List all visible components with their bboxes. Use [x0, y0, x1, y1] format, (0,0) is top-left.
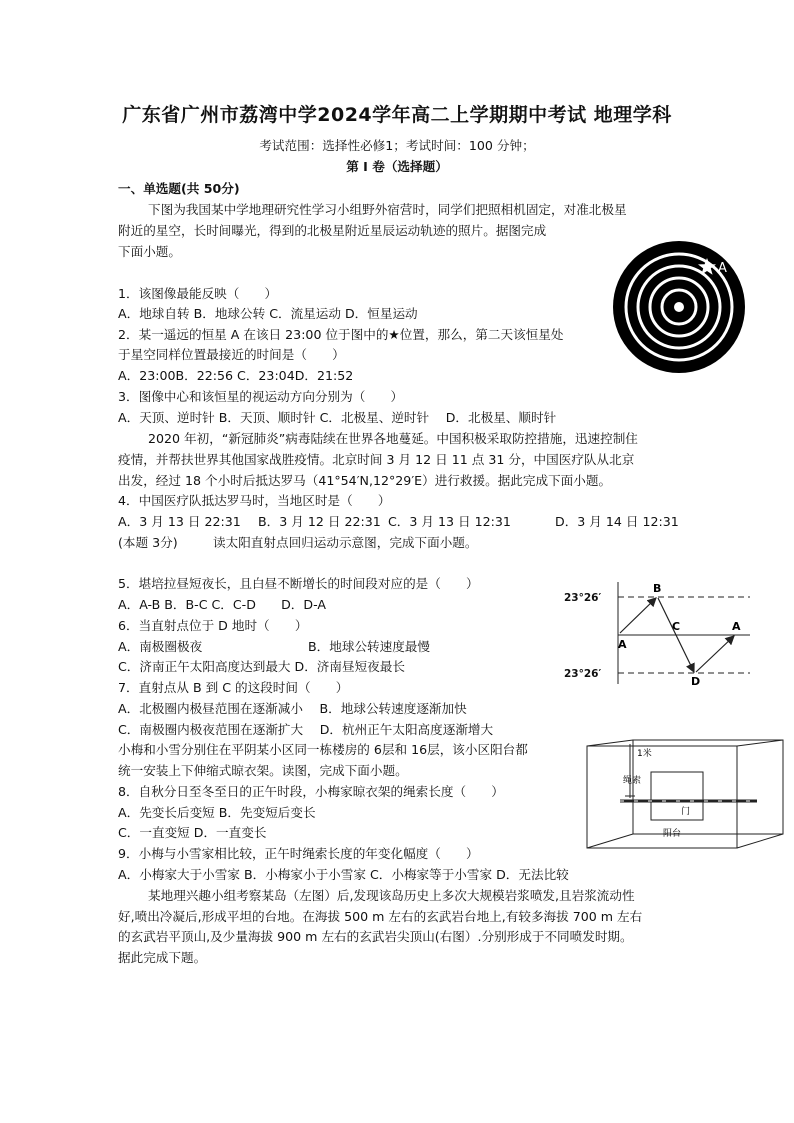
star-trail-figure [612, 240, 746, 374]
q2-options: A．23:00B．22:56 C．23:04D．21:52 [118, 368, 354, 383]
point-a-left: A [618, 638, 627, 651]
q8-options-cd: C．一直变短 D．一直变长 [118, 825, 267, 840]
q8-options-ab: A．先变长后变短 B．先变短后变长 [118, 805, 316, 820]
star-label: A [718, 261, 727, 276]
passage4-line: 好,喷出冷凝后,形成平坦的台地。在海拔 500 m 左右的玄武岩台地上,有较多海拔 700 m 左右 [118, 909, 643, 924]
sun-passage: 读太阳直射点回归运动示意图，完成下面小题。 [213, 535, 478, 550]
passage3-line: 统一安装上下伸缩式晾衣架。读图，完成下面小题。 [118, 763, 408, 778]
rope-label: 绳索 [623, 776, 642, 786]
meter-label: 1米 [637, 749, 652, 759]
point-c: C [672, 620, 681, 633]
q7-stem: 7．直射点从 B 到 C 的这段时间（ ） [118, 680, 349, 695]
section-heading: 一、单选题(共 50分) [118, 181, 240, 196]
sun-migration-figure [560, 578, 760, 690]
q1-stem: 1．该图像最能反映（ ） [118, 286, 278, 301]
passage1-line: 下图为我国某中学地理研究性学习小组野外宿营时，同学们把照相机固定，对准北极星 [148, 202, 627, 217]
score-note: (本题 3分) [118, 535, 178, 550]
passage2-line: 出发，经过 18 个小时后抵达罗马（41°54′N,12°29′E）进行救援。据此完成下面小题。 [118, 473, 612, 488]
q4-option-d: D．3 月 14 日 12:31 [555, 514, 679, 529]
q9-stem: 9．小梅与小雪家相比较，正午时绳索长度的年变化幅度（ ） [118, 846, 479, 861]
q4-option-c: C．3 月 13 日 12:31 [388, 514, 511, 529]
q4-option-a: A．3 月 13 日 22:31 [118, 514, 241, 529]
q3-stem: 3．图像中心和该恒星的视运动方向分别为（ ） [118, 389, 404, 404]
q6-option-b: B．地球公转速度最慢 [308, 639, 430, 654]
q6-options-cd: C．济南正午太阳高度达到最大 D．济南昼短夜最长 [118, 659, 405, 674]
q4-option-b: B．3 月 12 日 22:31 [258, 514, 381, 529]
q8-stem: 8．自秋分日至冬至日的正午时段，小梅家晾衣架的绳索长度（ ） [118, 784, 504, 799]
q3-options: A．天顶、逆时针 B．天顶、顺时针 C．北极星、逆时针 D．北极星、顺时针 [118, 410, 557, 425]
volume-label: 第 I 卷（选择题） [346, 159, 448, 174]
q2-stem: 于星空同样位置最接近的时间是（ ） [118, 347, 345, 362]
lat-top-label: 23°26′ [564, 592, 602, 604]
lat-bottom-label: 23°26′ [564, 668, 602, 680]
passage3-line: 小梅和小雪分别住在平阴某小区同一栋楼房的 6层和 16层，该小区阳台都 [118, 742, 528, 757]
balcony-label: 阳台 [663, 829, 682, 839]
passage2-line: 2020 年初，“新冠肺炎”病毒陆续在世界各地蔓延。中国积极采取防控措施，迅速控制住 [148, 431, 638, 446]
q6-stem: 6．当直射点位于 D 地时（ ） [118, 618, 308, 633]
passage1-line: 下面小题。 [118, 244, 181, 259]
q5-stem: 5．堪培拉昼短夜长，且白昼不断增长的时间段对应的是（ ） [118, 576, 479, 591]
point-d: D [691, 675, 701, 688]
passage4-line: 某地理兴趣小组考察某岛（左图）后,发现该岛历史上多次大规模岩浆喷发,且岩浆流动性 [148, 888, 635, 903]
q4-stem: 4．中国医疗队抵达罗马时，当地区时是（ ） [118, 493, 391, 508]
q1-options: A．地球自转 B．地球公转 C．流星运动 D．恒星运动 [118, 306, 418, 321]
q7-options-ab: A．北极圈内极昼范围在逐渐减小 B．地球公转速度逐渐加快 [118, 701, 467, 716]
q2-stem: 2．某一遥远的恒星 A 在该日 23:00 位于图中的★位置，那么，第二天该恒星处 [118, 327, 564, 342]
passage1-line: 附近的星空，长时间曝光，得到的北极星附近星辰运动轨迹的照片。据图完成 [118, 223, 547, 238]
q7-options-cd: C．南极圈内极夜范围在逐渐扩大 D．杭州正午太阳高度逐渐增大 [118, 722, 494, 737]
page-title: 广东省广州市荔湾中学2024学年高二上学期期中考试 地理学科 [122, 104, 672, 126]
point-a-right: A [732, 620, 741, 633]
door-label: 门 [681, 807, 691, 817]
q6-option-a: A．南极圈极夜 [118, 639, 203, 654]
q5-options: A．A-B B．B-C C．C-D D．D-A [118, 597, 326, 612]
exam-info: 考试范围：选择性必修1；考试时间：100 分钟； [259, 138, 535, 153]
passage2-line: 疫情，并帮扶世界其他国家战胜疫情。北京时间 3 月 12 日 11 点 31 分，中国医疗队从北京 [118, 452, 635, 467]
balcony-figure [585, 738, 787, 852]
q9-options: A．小梅家大于小雪家 B．小梅家小于小雪家 C．小梅家等于小雪家 D．无法比较 [118, 867, 569, 882]
passage4-line: 据此完成下题。 [118, 950, 207, 965]
point-b: B [653, 582, 662, 595]
passage4-line: 的玄武岩平顶山,及少量海拔 900 m 左右的玄武岩尖顶山(右图）.分别形成于不同喷发时期。 [118, 929, 633, 944]
